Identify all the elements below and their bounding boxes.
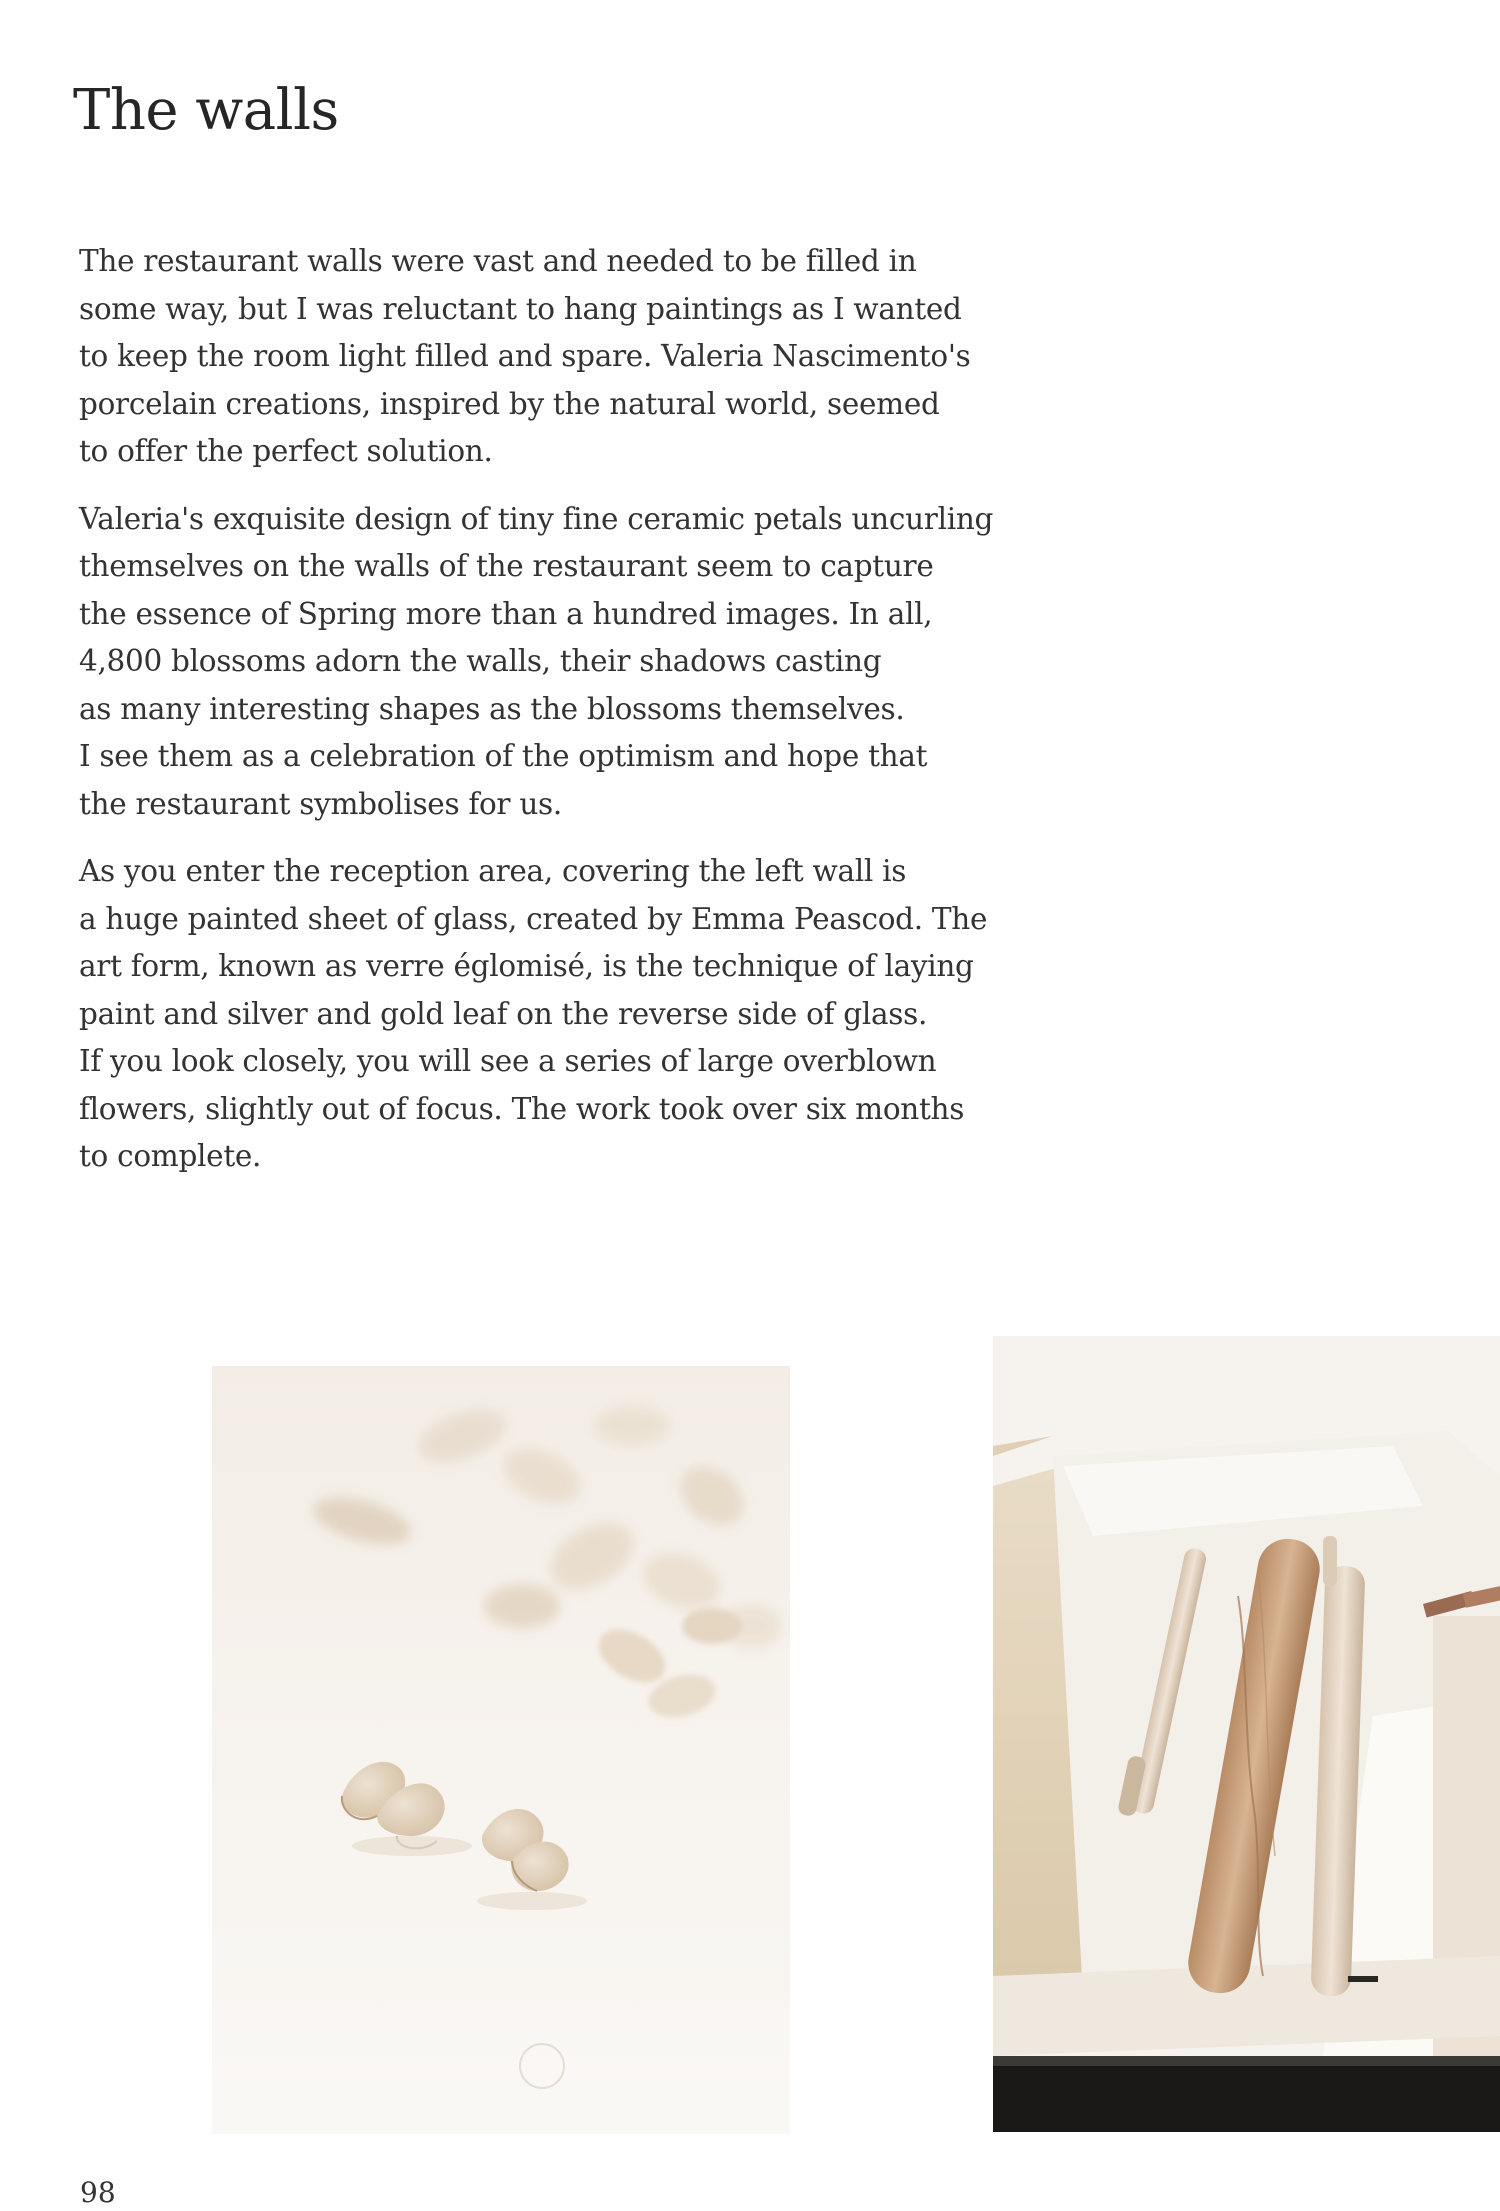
text-line: paint and silver and gold leaf on the reverse side of glass. [79,996,928,1031]
text-line: art form, known as verre églomisé, is the technique of laying [79,949,974,983]
text-line: themselves on the walls of the restaurant seem to capture [79,549,934,583]
text-line: to complete. [79,1139,262,1173]
text-line: to offer the perfect solution. [79,434,493,468]
page-number: 98 [80,2176,116,2209]
text-line: flowers, slightly out of focus. The work took over six months [79,1091,965,1126]
text-line: a huge painted sheet of glass, created by Emma Peascod. The [79,901,988,936]
text-line: to keep the room light filled and spare. Valeria Nascimento's [79,339,971,373]
text-line: the restaurant symbolises for us. [79,786,562,821]
ceramic-petals-photo [212,1366,790,2134]
ceramic-petals-illustration [212,1366,790,2134]
text-line: Valeria's exquisite design of tiny fine ceramic petals uncurling [79,501,994,536]
text-line: the essence of Spring more than a hundred images. In all, [79,596,933,631]
page-heading: The walls [73,78,339,143]
paragraph-2 [79,496,994,829]
rolling-pins-illustration [993,1336,1500,2132]
text-line: porcelain creations, inspired by the natural world, seemed [79,386,940,421]
paragraph-1 [79,238,979,476]
text-line: some way, but I was reluctant to hang paintings as I wanted [79,291,962,326]
text-line: As you enter the reception area, covering the left wall is [79,854,907,888]
rolling-pins-photo [993,1336,1500,2132]
text-line: 4,800 blossoms adorn the walls, their shadows casting [79,644,882,678]
paragraph-3 [79,848,988,1181]
text-line: If you look closely, you will see a series of large overblown [79,1044,937,1078]
text-line: as many interesting shapes as the blossoms themselves. [79,691,905,726]
text-line: I see them as a celebration of the optimism and hope that [79,739,928,773]
text-line: The restaurant walls were vast and needed to be filled in [79,244,917,278]
body-text [79,238,994,1201]
